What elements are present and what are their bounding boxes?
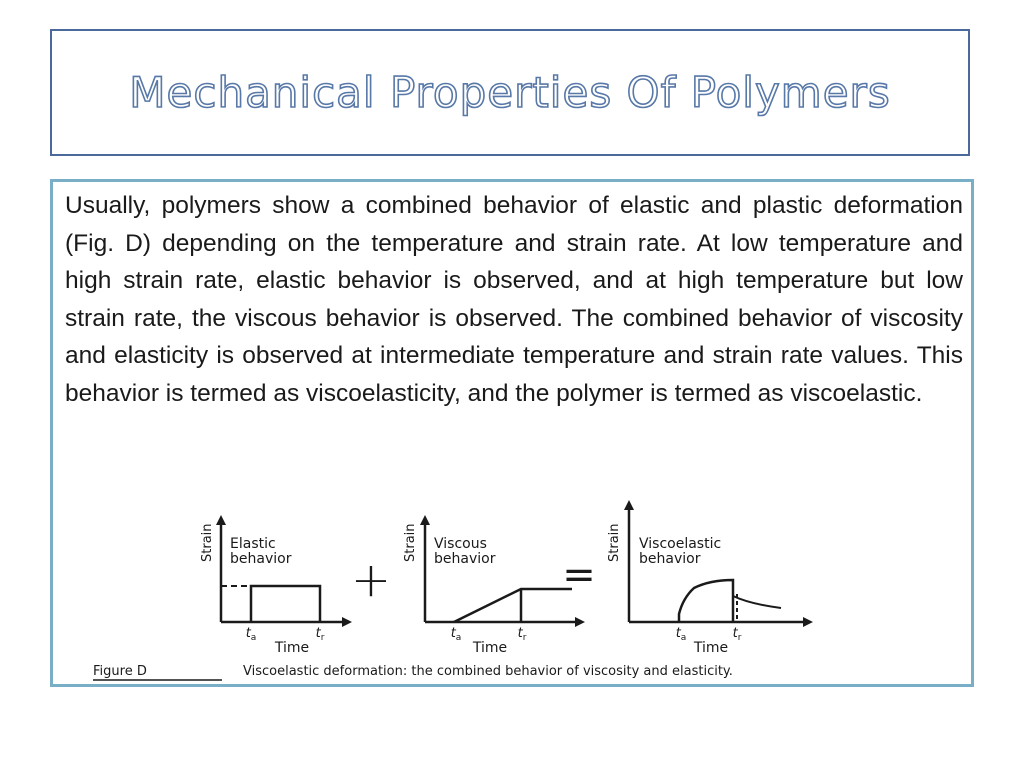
viscous-tr: $t_r$ (517, 626, 527, 643)
elastic-graph (200, 520, 347, 656)
viscous-xlabel: Time (472, 640, 508, 656)
viscoelastic-curve (679, 580, 733, 622)
elastic-ylabel: Strain (200, 523, 215, 562)
figure-caption-label: Figure D (93, 664, 147, 679)
elastic-xlabel: Time (274, 640, 310, 656)
viscous-label-line2: behavior (434, 551, 496, 567)
viscoelastic-label-line1: Viscoelastic (639, 536, 722, 552)
viscoelastic-graph (607, 505, 808, 656)
elastic-curve (251, 586, 320, 622)
viscoelastic-xlabel: Time (693, 640, 729, 656)
viscous-graph (403, 520, 580, 656)
viscoelastic-label-line2: behavior (639, 551, 701, 567)
slide-title: Mechanical Properties Of Polymers (129, 68, 891, 117)
viscoelastic-recovery-curve (733, 596, 781, 608)
plus-sign: + (350, 552, 392, 608)
viscous-curve (454, 589, 572, 622)
elastic-label-line2: behavior (230, 551, 292, 567)
viscous-ylabel: Strain (403, 523, 418, 562)
viscoelastic-tr: $t_r$ (732, 626, 742, 643)
viscoelastic-ylabel: Strain (607, 523, 622, 562)
equals-sign: = (562, 552, 596, 598)
viscous-ta: $t_a$ (450, 626, 462, 643)
viscous-label-line1: Viscous (434, 536, 487, 552)
elastic-ta: $t_a$ (245, 626, 257, 643)
body-paragraph: Usually, polymers show a combined behavior of elastic and plastic deformation (Fig. D) depending on the temperature and strain rate. At low temperature and high strain rate, elastic behavior is observed, and at high temperature but low strain rate, the viscous behavior is observed. The combined behavior of viscosity and elasticity is observed at intermediate temperature and strain rate values. This behavior is termed as viscoelasticity, and the polymer is termed as viscoelastic. (65, 192, 963, 407)
elastic-tr: $t_r$ (315, 626, 325, 643)
figure-caption-text: Viscoelastic deformation: the combined behavior of viscosity and elasticity. (243, 664, 733, 679)
viscoelastic-ta: $t_a$ (675, 626, 687, 643)
elastic-label-line1: Elastic (230, 536, 276, 552)
